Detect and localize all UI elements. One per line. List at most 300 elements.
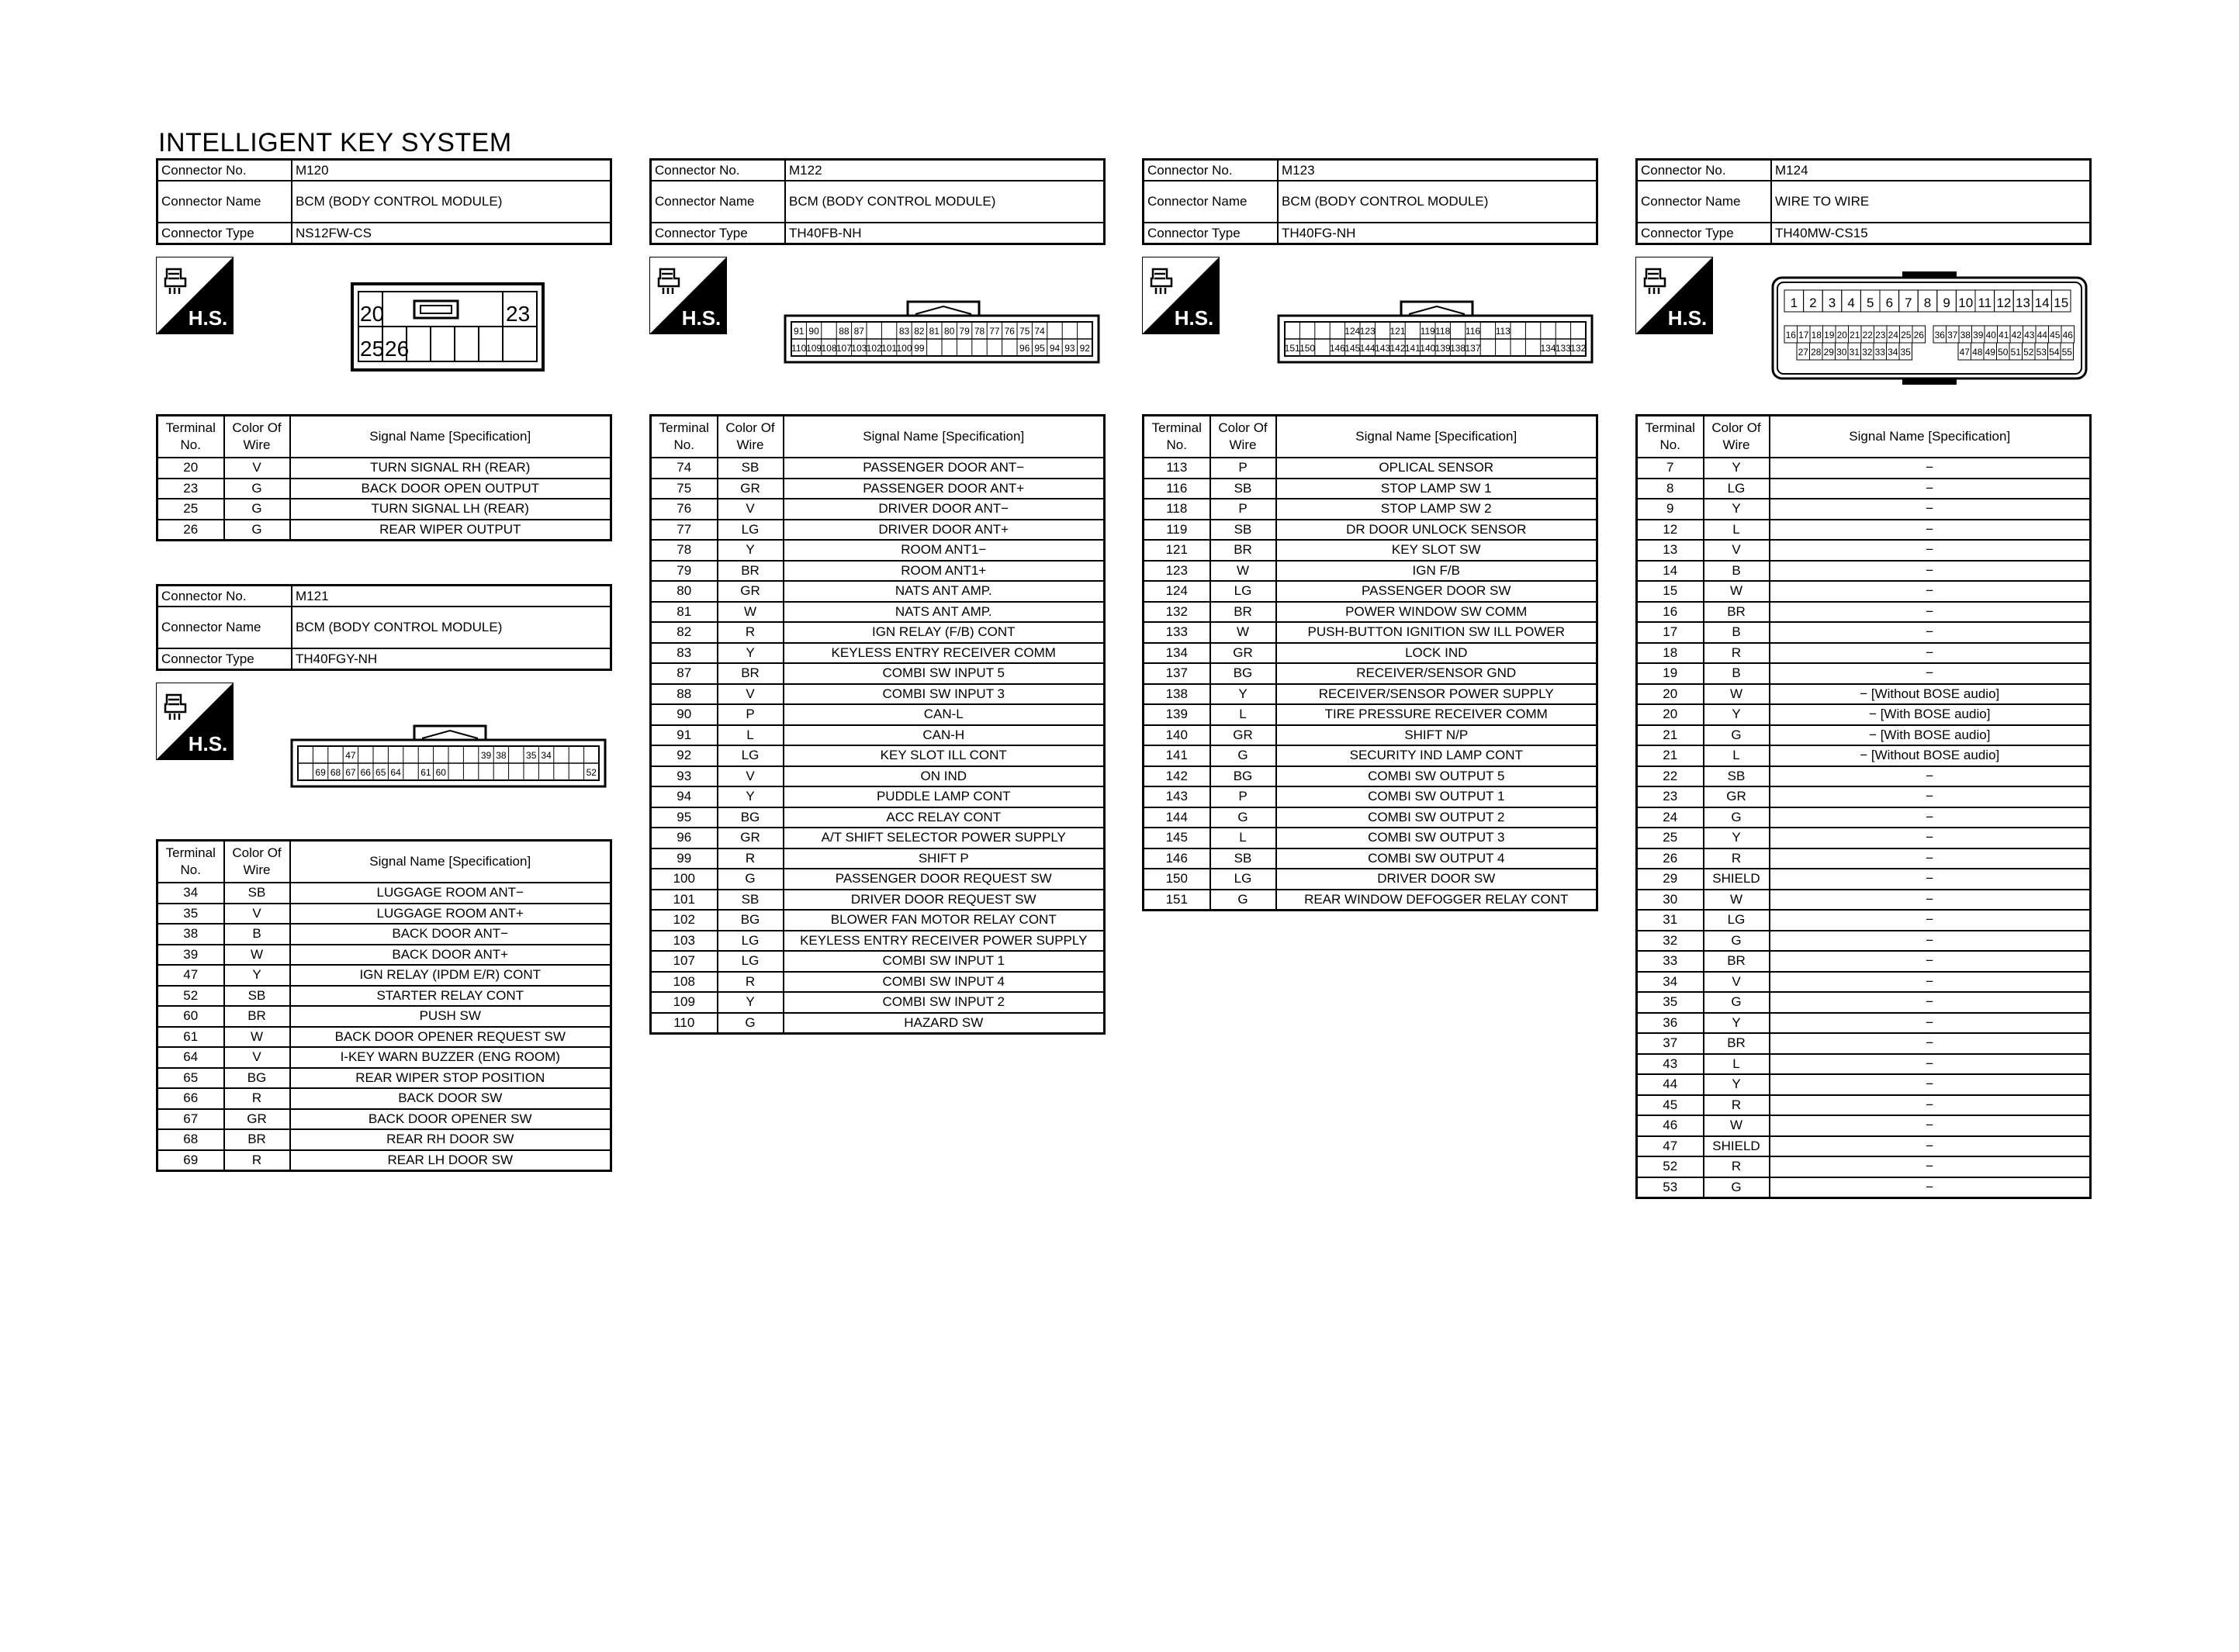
signal-name-cell: REAR LH DOOR SW [290,1150,611,1171]
connector-type-value: TH40MW-CS15 [1771,223,2091,244]
pin-label: 22 [1862,330,1873,340]
table-row [1637,1033,2091,1054]
signal-name-cell: − [With BOSE audio] [1770,704,2091,725]
terminal-no-cell: 21 [1637,745,1704,766]
signal-name-cell: COMBI SW OUTPUT 5 [1276,766,1597,787]
terminal-no-cell: 44 [1637,1074,1704,1095]
wire-color-cell: LG [1704,910,1770,931]
signal-name-cell: − [Without BOSE audio] [1770,745,2091,766]
signal-name-cell: PUDDLE LAMP CONT [784,786,1105,807]
pin-label: 47 [345,750,356,761]
table-row [1144,890,1597,911]
pin-label: 99 [914,343,925,354]
terminal-no-header: Terminal No. [651,416,718,458]
signal-name-cell: COMBI SW INPUT 5 [784,663,1105,684]
terminal-no-cell: 101 [651,890,718,911]
signal-name-cell: COMBI SW INPUT 3 [784,684,1105,705]
wire-color-cell: G [1704,931,1770,952]
table-row [651,828,1105,848]
table-row [651,581,1105,602]
wire-color-cell: R [224,1088,290,1109]
signal-name-cell: BACK DOOR OPEN OUTPUT [290,479,611,499]
table-row [1637,828,2091,848]
wire-color-cell: GR [718,828,784,848]
signal-name-cell: PASSENGER DOOR SW [1276,581,1597,602]
terminal-no-cell: 15 [1637,581,1704,602]
wire-color-cell: GR [1210,643,1276,664]
terminal-no-cell: 145 [1144,828,1210,848]
terminal-no-cell: 46 [1637,1115,1704,1136]
connector-m120-info [156,158,612,245]
table-row [1637,1136,2091,1157]
signal-name-cell: − [1770,1054,2091,1075]
terminal-no-cell: 119 [1144,520,1210,541]
wire-color-cell: SB [718,890,784,911]
signal-name-cell: ROOM ANT1+ [784,561,1105,582]
pin-label: 24 [1888,330,1898,340]
signal-name-cell: STOP LAMP SW 1 [1276,479,1597,499]
wire-color-cell: G [1704,725,1770,746]
signal-name-cell: TIRE PRESSURE RECEIVER COMM [1276,704,1597,725]
signal-name-cell: POWER WINDOW SW COMM [1276,602,1597,623]
terminal-no-cell: 103 [651,931,718,952]
signal-name-cell: − [1770,931,2091,952]
pin-label: 78 [974,326,985,337]
pin-label: 143 [1375,343,1391,354]
wire-color-cell: R [1704,1095,1770,1116]
pin-label: 146 [1329,343,1345,354]
wire-color-cell: Y [1704,458,1770,479]
signal-name-cell: − [With BOSE audio] [1770,725,2091,746]
pin-label: 123 [1359,326,1376,337]
wire-color-cell: R [224,1150,290,1171]
table-row [651,561,1105,582]
signal-name-cell: BACK DOOR ANT− [290,924,611,945]
pin-label: 35 [526,750,537,761]
pin-label: 4 [1847,295,1855,310]
signal-name-cell: NATS ANT AMP. [784,602,1105,623]
wire-color-cell: BR [1704,1033,1770,1054]
harness-side-icon [1142,257,1220,334]
table-row [651,663,1105,684]
wire-color-cell: GR [718,581,784,602]
wire-color-cell: W [1210,622,1276,643]
pin-label: 101 [881,343,898,354]
signal-name-cell: SHIFT N/P [1276,725,1597,746]
terminal-no-cell: 139 [1144,704,1210,725]
signal-name-cell: DRIVER DOOR REQUEST SW [784,890,1105,911]
table-row [1637,1177,2091,1198]
wire-color-cell: SB [224,883,290,904]
wire-color-cell: BR [718,663,784,684]
signal-name-cell: REAR WIPER OUTPUT [290,520,611,541]
terminal-no-header: Terminal No. [1637,416,1704,458]
table-row [651,458,1105,479]
table-row [651,972,1105,993]
terminal-no-cell: 64 [157,1047,224,1068]
wire-color-cell: G [718,869,784,890]
terminal-no-header: Terminal No. [157,416,224,458]
pin-label: 49 [1985,347,1995,358]
terminal-no-cell: 23 [157,479,224,499]
pin-label: 79 [959,326,970,337]
pin-label: 39 [480,750,492,761]
signal-name-cell: COMBI SW INPUT 4 [784,972,1105,993]
signal-name-cell: − [1770,1074,2091,1095]
pin-label: 142 [1389,343,1406,354]
signal-name-cell: SECURITY IND LAMP CONT [1276,745,1597,766]
hs-label: H.S. [1667,306,1708,330]
pin-label: 107 [836,343,852,354]
pin-label: 8 [1923,295,1932,310]
connector-type-value: TH40FB-NH [785,223,1105,244]
signal-name-cell: IGN F/B [1276,561,1597,582]
table-row [1637,1013,2091,1034]
table-row [157,1006,611,1027]
terminal-no-cell: 150 [1144,869,1210,890]
terminal-no-cell: 18 [1637,643,1704,664]
wire-color-cell: BR [1704,602,1770,623]
pin-label: 55 [2061,347,2072,358]
pin-label: 76 [1004,326,1015,337]
table-row [1637,848,2091,869]
table-row [651,622,1105,643]
table-row [651,602,1105,623]
wire-color-cell: L [1704,745,1770,766]
signal-name-cell: PASSENGER DOOR REQUEST SW [784,869,1105,890]
wire-color-cell: B [1704,561,1770,582]
pin-label: 91 [794,326,805,337]
signal-name-cell: CAN-H [784,725,1105,746]
signal-name-cell: − [1770,520,2091,541]
wire-color-cell: Y [1704,828,1770,848]
terminal-no-cell: 113 [1144,458,1210,479]
terminal-no-cell: 90 [651,704,718,725]
table-row [157,883,611,904]
connector-m121-terminals [156,839,612,1172]
pin-label: 38 [1960,330,1971,340]
wire-color-cell: BR [718,561,784,582]
pin-label: 46 [2062,330,2073,340]
pin-label: 94 [1049,343,1061,354]
terminal-no-header: Terminal No. [157,841,224,883]
pin-label: 66 [360,767,371,778]
signal-name-cell: − [Without BOSE audio] [1770,684,2091,705]
wire-color-cell: V [224,1047,290,1068]
wire-color-cell: GR [224,1109,290,1130]
terminal-no-cell: 146 [1144,848,1210,869]
table-row [1637,1156,2091,1177]
signal-name-cell: I-KEY WARN BUZZER (ENG ROOM) [290,1047,611,1068]
wire-color-cell: SB [718,458,784,479]
wire-color-cell: R [718,972,784,993]
terminal-no-cell: 66 [157,1088,224,1109]
wire-color-cell: Y [718,643,784,664]
terminal-no-cell: 45 [1637,1095,1704,1116]
pin-label: 119 [1420,326,1435,337]
pin-label: 52 [2023,347,2034,358]
wire-color-cell: B [224,924,290,945]
terminal-no-cell: 87 [651,663,718,684]
wire-color-cell: V [1704,540,1770,561]
wire-color-cell: SB [1210,848,1276,869]
pin-label: 5 [1866,295,1874,310]
wire-color-cell: BR [224,1006,290,1027]
pin-label: 93 [1064,343,1075,354]
signal-header: Signal Name [Specification] [784,416,1105,458]
table-row [651,992,1105,1013]
wire-color-cell: BR [224,1129,290,1150]
wire-color-cell: P [1210,458,1276,479]
table-row [1637,992,2091,1013]
terminal-no-cell: 26 [1637,848,1704,869]
table-row [1637,458,2091,479]
connector-no-label: Connector No. [1637,160,1772,181]
wire-color-cell: P [718,704,784,725]
wire-color-cell: L [1210,704,1276,725]
terminal-no-cell: 32 [1637,931,1704,952]
terminal-no-cell: 143 [1144,786,1210,807]
terminal-no-cell: 12 [1637,520,1704,541]
pin-label: 124 [1344,326,1361,337]
terminal-no-cell: 43 [1637,1054,1704,1075]
pin-label: 103 [851,343,867,354]
signal-name-cell: REAR RH DOOR SW [290,1129,611,1150]
table-row [1637,869,2091,890]
pin-label: 80 [944,326,955,337]
wire-color-cell: SHIELD [1704,1136,1770,1157]
signal-name-cell: COMBI SW INPUT 2 [784,992,1105,1013]
pin-label: 53 [2036,347,2047,358]
wire-color-cell: W [1704,684,1770,705]
wire-color-cell: LG [718,951,784,972]
wire-color-cell: GR [1210,725,1276,746]
connector-m120-terminals [156,414,612,541]
terminal-no-cell: 110 [651,1013,718,1034]
terminal-no-cell: 21 [1637,725,1704,746]
signal-name-cell: − [1770,828,2091,848]
terminal-no-header: Terminal No. [1144,416,1210,458]
signal-name-cell: REAR WIPER STOP POSITION [290,1068,611,1089]
terminal-no-cell: 107 [651,951,718,972]
table-row [651,1013,1105,1034]
connector-no-value: M120 [292,160,611,181]
harness-side-icon [1635,257,1713,334]
connector-m121-info [156,584,612,671]
terminal-no-cell: 93 [651,766,718,787]
terminal-no-cell: 31 [1637,910,1704,931]
connector-no-value: M121 [292,586,611,607]
table-row [1637,622,2091,643]
terminal-no-cell: 133 [1144,622,1210,643]
wire-color-cell: G [1704,807,1770,828]
pin-label: 132 [1570,343,1587,354]
signal-name-cell: BACK DOOR ANT+ [290,945,611,966]
pin-label: 60 [435,767,446,778]
pin-label: 87 [853,326,864,337]
hs-label: H.S. [188,306,228,330]
pin-label: 108 [821,343,837,354]
connector-type-value: NS12FW-CS [292,223,611,244]
pin-label: 61 [420,767,431,778]
signal-name-cell: TURN SIGNAL RH (REAR) [290,458,611,479]
table-row [1637,890,2091,911]
table-row [1637,807,2091,828]
terminal-no-cell: 20 [1637,684,1704,705]
pin-label: 92 [1079,343,1090,354]
pin-label: 27 [1798,347,1808,358]
harness-side-icon [156,683,234,760]
wire-color-cell: W [224,945,290,966]
wire-color-cell: V [1704,972,1770,993]
table-row [651,931,1105,952]
wire-color-cell: SHIELD [1704,869,1770,890]
wire-color-cell: L [718,725,784,746]
table-row [651,848,1105,869]
signal-name-cell: DRIVER DOOR SW [1276,869,1597,890]
wire-color-cell: V [718,499,784,520]
signal-name-cell: COMBI SW OUTPUT 3 [1276,828,1597,848]
table-row [157,458,611,479]
wire-color-cell: G [1210,745,1276,766]
terminal-no-cell: 81 [651,602,718,623]
connector-m120-diagram [351,282,545,372]
pin-label: 39 [1973,330,1984,340]
pin-label: 50 [1998,347,2009,358]
terminal-no-cell: 144 [1144,807,1210,828]
pin-label: 21 [1850,330,1860,340]
connector-m124-diagram [1770,271,2088,385]
wire-color-cell: Y [1704,1013,1770,1034]
wire-color-cell: P [1210,499,1276,520]
wire-color-cell: R [1704,643,1770,664]
wire-color-cell: LG [1210,581,1276,602]
wire-color-cell: V [224,458,290,479]
pin-label: 88 [839,326,850,337]
pin-label: 121 [1389,326,1406,337]
table-row [157,1150,611,1171]
signal-name-cell: STARTER RELAY CONT [290,986,611,1007]
pin-label: 83 [898,326,910,337]
pin-label: 9 [1943,295,1950,310]
pin-label: 133 [1555,343,1571,354]
pin-label: 52 [586,767,597,778]
pin-label: 47 [1959,347,1970,358]
pin-label: 7 [1905,295,1912,310]
terminal-no-cell: 68 [157,1129,224,1150]
signal-name-cell: − [1770,1115,2091,1136]
signal-name-cell: − [1770,1177,2091,1198]
terminal-no-cell: 132 [1144,602,1210,623]
terminal-no-cell: 35 [1637,992,1704,1013]
signal-name-cell: − [1770,1156,2091,1177]
connector-name-label: Connector Name [1637,181,1772,223]
table-row [651,890,1105,911]
color-header: Color Of Wire [224,416,290,458]
connector-name-label: Connector Name [1144,181,1279,223]
terminal-no-cell: 33 [1637,951,1704,972]
terminal-no-cell: 20 [157,458,224,479]
terminal-no-cell: 47 [1637,1136,1704,1157]
pin-label: 118 [1435,326,1451,337]
wire-color-cell: V [224,904,290,924]
pin-label: 44 [2037,330,2047,340]
wire-color-cell: G [1210,890,1276,911]
wire-color-cell: W [718,602,784,623]
table-row [1144,725,1597,746]
table-row [1144,458,1597,479]
wire-color-cell: Y [1210,684,1276,705]
pin-label: 28 [1811,347,1822,358]
signal-name-cell: − [1770,1136,2091,1157]
signal-name-cell: DRIVER DOOR ANT− [784,499,1105,520]
signal-name-cell: − [1770,890,2091,911]
signal-name-cell: BLOWER FAN MOTOR RELAY CONT [784,910,1105,931]
wire-color-cell: Y [1704,499,1770,520]
connector-type-label: Connector Type [157,223,292,244]
terminal-no-cell: 9 [1637,499,1704,520]
harness-side-icon [649,257,727,334]
wire-color-cell: G [224,520,290,541]
table-row [1637,581,2091,602]
wire-color-cell: SB [1704,766,1770,787]
table-row [157,1068,611,1089]
terminal-no-cell: 38 [157,924,224,945]
signal-name-cell: NATS ANT AMP. [784,581,1105,602]
terminal-no-cell: 142 [1144,766,1210,787]
connector-m124-terminals [1635,414,2092,1199]
terminal-no-cell: 60 [157,1006,224,1027]
signal-name-cell: − [1770,786,2091,807]
wire-color-cell: P [1210,786,1276,807]
pin-label: 54 [2049,347,2060,358]
pin-label: 48 [1972,347,1983,358]
signal-name-cell: KEY SLOT ILL CONT [784,745,1105,766]
table-row [1637,499,2091,520]
pin-label: 17 [1798,330,1809,340]
signal-name-cell: SHIFT P [784,848,1105,869]
pin-label: 43 [2024,330,2035,340]
table-row [651,766,1105,787]
connector-type-label: Connector Type [1637,223,1772,244]
pin-label: 15 [2054,295,2069,310]
pin-label: 37 [1947,330,1958,340]
terminal-no-cell: 134 [1144,643,1210,664]
signal-header: Signal Name [Specification] [1276,416,1597,458]
table-row [651,520,1105,541]
wire-color-cell: Y [1704,704,1770,725]
table-row [1144,786,1597,807]
wire-color-cell: L [1704,520,1770,541]
connector-type-label: Connector Type [157,648,292,670]
table-row [1637,643,2091,664]
terminal-no-cell: 17 [1637,622,1704,643]
table-row [651,786,1105,807]
pin-label: 144 [1359,343,1376,354]
terminal-no-cell: 92 [651,745,718,766]
terminal-no-cell: 140 [1144,725,1210,746]
wire-color-cell: V [718,684,784,705]
terminal-no-cell: 74 [651,458,718,479]
pin-label: 69 [315,767,326,778]
connector-m123-info [1142,158,1598,245]
signal-name-cell: PUSH SW [290,1006,611,1027]
table-row [1144,684,1597,705]
wire-color-cell: V [718,766,784,787]
signal-name-cell: − [1770,1013,2091,1034]
table-row [651,684,1105,705]
pin-label: 31 [1849,347,1860,358]
